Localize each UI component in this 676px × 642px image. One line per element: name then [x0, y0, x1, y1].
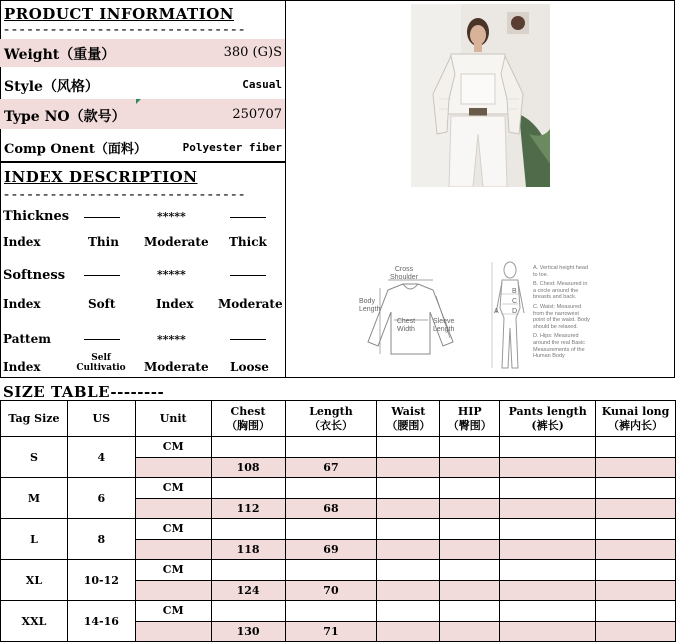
table-row — [1, 519, 676, 540]
header-kunai-long — [596, 401, 676, 437]
tag-size-cell: M — [1, 478, 68, 519]
pattem-name: Pattem — [3, 332, 51, 346]
pants-length-cell — [500, 539, 596, 560]
empty-cell — [596, 560, 676, 581]
us-cell: 6 — [67, 478, 135, 519]
length-cell: 69 — [285, 539, 377, 560]
size-table-title-wrap — [3, 383, 164, 401]
chest-cell: 124 — [211, 580, 285, 601]
softness-line-2 — [230, 275, 266, 276]
chest-cell: 118 — [211, 539, 285, 560]
index-title: INDEX DESCRIPTION — [4, 168, 198, 186]
softness-opt-3: Moderate — [218, 297, 283, 311]
header-us: US — [67, 401, 135, 437]
softness-line-1 — [84, 275, 120, 276]
unit-empty-cell — [135, 621, 211, 642]
kunai-long-cell — [596, 457, 676, 478]
empty-cell — [596, 478, 676, 499]
pattem-opt-3: Loose — [230, 360, 269, 374]
product-info-dash: - - - - - - - - - - - - - - - - - - - - - - - - - - - - - - - — [4, 20, 244, 38]
hip-cell — [440, 539, 500, 560]
size-table — [0, 400, 676, 642]
header-unit: Unit — [135, 401, 211, 437]
style-label: Style（风格） — [4, 79, 99, 95]
header-waist — [377, 401, 440, 437]
letter-d: D — [512, 308, 518, 315]
hip-cell — [440, 621, 500, 642]
empty-cell — [440, 437, 500, 458]
empty-cell — [500, 519, 596, 540]
header-chest — [211, 401, 285, 437]
header-sublabel: （腰围） — [386, 418, 431, 432]
empty-cell — [285, 478, 377, 499]
us-cell: 14-16 — [67, 601, 135, 642]
tag-size-cell: L — [1, 519, 68, 560]
note-a: A. Vertical height head to toe. — [533, 265, 589, 278]
table-row — [1, 560, 676, 581]
empty-cell — [211, 519, 285, 540]
empty-cell — [440, 560, 500, 581]
waist-cell — [377, 580, 440, 601]
waist-cell — [377, 498, 440, 519]
thicknes-opt-2: Moderate — [144, 235, 209, 249]
unit-empty-cell — [135, 457, 211, 478]
pattem-index: Index — [3, 360, 41, 374]
empty-cell — [596, 519, 676, 540]
index-dash: - - - - - - - - - - - - - - - - - - - - - - - - - - - - - - - — [4, 185, 244, 203]
empty-cell — [285, 560, 377, 581]
unit-cell: CM — [135, 601, 211, 622]
chest-cell: 130 — [211, 621, 285, 642]
empty-cell — [211, 437, 285, 458]
note-b: B. Chest: Measured in a circle around the breasts and back. — [533, 281, 588, 301]
header-label: Waist — [391, 404, 426, 418]
table-row — [1, 601, 676, 622]
us-cell: 4 — [67, 437, 135, 478]
header-length — [285, 401, 377, 437]
waist-cell — [377, 539, 440, 560]
empty-cell — [500, 437, 596, 458]
empty-cell — [377, 478, 440, 499]
unit-cell: CM — [135, 519, 211, 540]
pants-length-cell — [500, 580, 596, 601]
empty-cell — [377, 560, 440, 581]
note-d: D. Hips: Measured around the real Basic Measurements of the Human Body — [533, 333, 585, 360]
product-photo — [411, 4, 550, 187]
empty-cell — [440, 519, 500, 540]
tag-size-cell: XXL — [1, 601, 68, 642]
unit-cell: CM — [135, 437, 211, 458]
thicknes-index: Index — [3, 235, 41, 249]
hip-cell — [440, 498, 500, 519]
letter-c: C — [512, 298, 518, 305]
table-row — [1, 437, 676, 458]
header-sublabel: (裤长) — [531, 418, 564, 432]
kunai-long-cell — [596, 539, 676, 560]
chest-width-label: Chest Width — [396, 318, 416, 333]
style-value: Casual — [242, 78, 282, 91]
kunai-long-cell — [596, 621, 676, 642]
size-table-body — [1, 437, 676, 642]
empty-cell — [285, 519, 377, 540]
empty-cell — [377, 601, 440, 622]
softness-opt-1: Soft — [88, 297, 116, 311]
empty-cell — [285, 437, 377, 458]
empty-cell — [211, 560, 285, 581]
header-label: Pants length — [508, 404, 587, 418]
empty-cell — [377, 519, 440, 540]
header-sublabel: （胸围） — [226, 418, 271, 432]
weight-value: 380 (G)S — [223, 45, 282, 60]
thicknes-line-2 — [230, 217, 266, 218]
body-length-label: Body Length — [359, 298, 381, 313]
unit-cell: CM — [135, 560, 211, 581]
kunai-long-cell — [596, 498, 676, 519]
unit-empty-cell — [135, 539, 211, 560]
tag-size-cell: S — [1, 437, 68, 478]
softness-name: Softness — [3, 268, 66, 283]
length-cell: 70 — [285, 580, 377, 601]
model-illustration — [411, 4, 550, 187]
tag-size-cell: XL — [1, 560, 68, 601]
note-c: C. Waist: Measured from the narrowest point of the waist. Body should be relaxed. — [533, 303, 590, 330]
comp-value: Polyester fiber — [182, 141, 282, 154]
header-tag-size: Tag Size — [1, 401, 68, 437]
softness-index: Index — [3, 297, 41, 311]
header-hip — [440, 401, 500, 437]
kunai-long-cell — [596, 580, 676, 601]
thicknes-opt-1: Thin — [88, 235, 119, 249]
length-cell: 71 — [285, 621, 377, 642]
thicknes-line-1 — [84, 217, 120, 218]
unit-empty-cell — [135, 498, 211, 519]
length-cell: 67 — [285, 457, 377, 478]
pants-length-cell — [500, 621, 596, 642]
marker-triangle — [136, 99, 141, 104]
thicknes-marker: ***** — [157, 210, 186, 223]
letter-a: A — [494, 308, 499, 315]
table-row — [1, 478, 676, 499]
us-cell: 8 — [67, 519, 135, 560]
body-figure-diagram — [490, 258, 530, 373]
thicknes-name: Thicknes — [3, 209, 70, 224]
empty-cell — [440, 478, 500, 499]
pants-length-cell — [500, 498, 596, 519]
empty-cell — [596, 601, 676, 622]
empty-cell — [211, 478, 285, 499]
comp-label: Comp Onent（面料） — [4, 142, 147, 157]
size-table-dash: -------- — [110, 383, 165, 401]
empty-cell — [500, 478, 596, 499]
empty-cell — [211, 601, 285, 622]
cross-shoulder-label: Cross Shoulder — [390, 266, 419, 281]
hip-cell — [440, 457, 500, 478]
softness-marker: ***** — [157, 268, 186, 281]
length-cell: 68 — [285, 498, 377, 519]
empty-cell — [596, 437, 676, 458]
size-table-title: SIZE TABLE — [3, 383, 111, 401]
chest-cell: 112 — [211, 498, 285, 519]
pattem-opt-2: Moderate — [144, 360, 209, 374]
size-table-header — [1, 401, 676, 437]
letter-b: B — [512, 288, 517, 295]
pattem-opt-1: Self Cultivatio — [76, 353, 126, 373]
measure-notes — [533, 265, 591, 360]
header-pants-length — [500, 401, 596, 437]
empty-cell — [500, 560, 596, 581]
weight-label: Weight（重量） — [4, 47, 116, 63]
unit-empty-cell — [135, 580, 211, 601]
header-label: Length — [309, 404, 353, 418]
softness-opt-2: Index — [156, 297, 194, 311]
us-cell: 10-12 — [67, 560, 135, 601]
pants-length-cell — [500, 457, 596, 478]
empty-cell — [440, 601, 500, 622]
empty-cell — [377, 437, 440, 458]
header-sublabel: （裤内长） — [608, 418, 664, 432]
empty-cell — [285, 601, 377, 622]
header-label: Kunai long — [601, 404, 670, 418]
pattem-marker: ***** — [157, 333, 186, 346]
waist-cell — [377, 457, 440, 478]
type-label: Type NO（款号） — [4, 109, 126, 125]
empty-cell — [500, 601, 596, 622]
sleeve-length-label: Sleeve Length — [433, 318, 455, 333]
product-info-title: PRODUCT INFORMATION — [4, 5, 235, 23]
header-sublabel: （臀围） — [447, 418, 492, 432]
header-label: Chest — [230, 404, 266, 418]
unit-cell: CM — [135, 478, 211, 499]
header-sublabel: （衣长） — [308, 418, 353, 432]
thicknes-opt-3: Thick — [229, 235, 267, 249]
hip-cell — [440, 580, 500, 601]
pattem-line-2 — [230, 339, 266, 340]
pattem-line-1 — [84, 339, 120, 340]
header-label: HIP — [457, 404, 482, 418]
type-value: 250707 — [232, 107, 282, 122]
waist-cell — [377, 621, 440, 642]
chest-cell: 108 — [211, 457, 285, 478]
